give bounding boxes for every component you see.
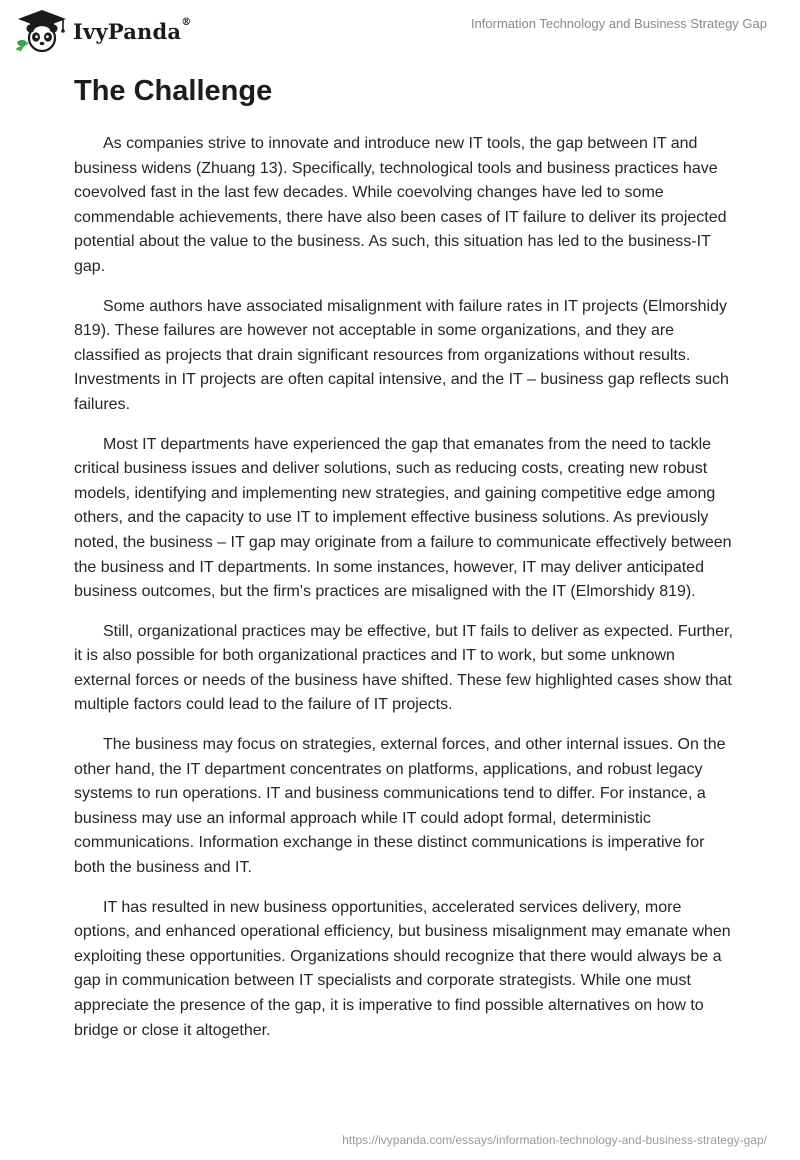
paragraph: The business may focus on strategies, external forces, and other internal issues. On the other hand, the IT department concentrates on platforms, applications, and robust legacy systems to run operations. IT and business communications tend to differ. For instance, a business may use an informal approach while IT could adopt formal, deterministic communications. Information exchange in these distinct communications is imperative for both the business and IT. — [74, 736, 726, 877]
brand-text: IvyPanda — [73, 18, 182, 44]
panda-graduate-icon — [14, 8, 70, 54]
page-title: The Challenge — [74, 75, 273, 107]
page-header — [0, 0, 800, 60]
ivypanda-logo[interactable] — [14, 8, 191, 54]
running-title: Information Technology and Business Strategy Gap — [470, 16, 767, 31]
paragraph: Some authors have associated misalignment with failure rates in IT projects (Elmorshidy 819). These failures are however not acceptable in some organizations, and they are classified as projects that drain significant resources from organizations without results. Investments in IT projects are often capital intensive, and the IT – business gap reflects such failures. — [74, 297, 729, 413]
brand-name — [73, 16, 192, 44]
paragraph: IT has resulted in new business opportunities, accelerated services delivery, more options, and enhanced operational efficiency, but business misalignment may emanate when exploiting these opportunities. Organizations should recognize that there would always be a gap in communication between IT specialists and corporate strategists. While one must appreciate the presence of the gap, it is imperative to find possible alternatives on how to bridge or close it altogether. — [74, 898, 731, 1039]
article-body — [74, 132, 734, 1058]
source-url[interactable]: https://ivypanda.com/essays/information-technology-and-business-strategy-gap/ — [342, 1133, 767, 1147]
paragraph: Still, organizational practices may be effective, but IT fails to deliver as expected. Further, it is also possible for both organizational practices and IT to work, but some unknown external forces or needs of the business have shifted. These few highlighted cases show that multiple factors could lead to the failure of IT projects. — [74, 622, 733, 714]
paragraph: Most IT departments have experienced the gap that emanates from the need to tackle critical business issues and deliver solutions, such as reducing costs, creating new robust models, identifying and implementing new strategies, and gaining competitive edge among others, and the capacity to use IT to implement effective business solutions. As previously noted, the business – IT gap may originate from a failure to communicate effectively between the business and IT departments. In some instances, however, IT may deliver anticipated business outcomes, but the firm's practices are misaligned with the IT (Elmorshidy 819). — [74, 435, 732, 601]
paragraph: As companies strive to innovate and introduce new IT tools, the gap between IT and business widens (Zhuang 13). Specifically, technological tools and business practices have coevolved fast in the last few decades. While coevolving changes have led to some commendable achievements, there have also been cases of IT failure to deliver its projected potential about the value to the business. As such, this situation has led to the business-IT gap. — [74, 135, 727, 275]
registered-mark: ® — [181, 16, 192, 28]
